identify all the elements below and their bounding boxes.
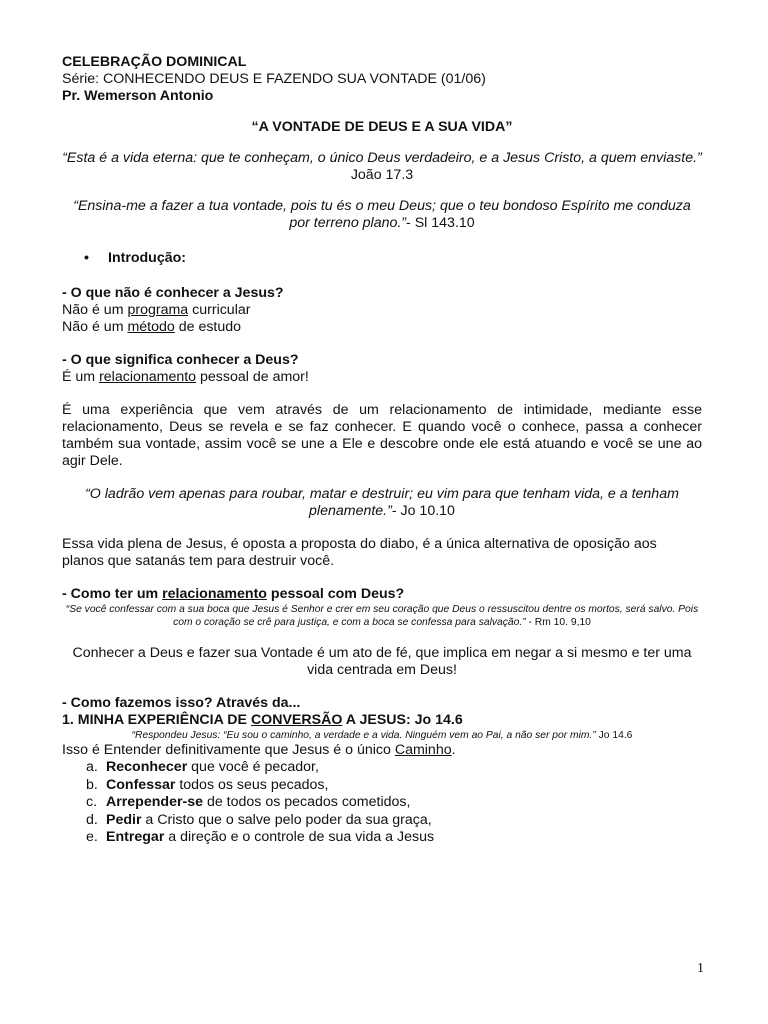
section1-line2 bbox=[62, 319, 702, 336]
series-line: Série: CONHECENDO DEUS E FAZENDO SUA VONTADE (01/06) bbox=[62, 71, 486, 87]
section4-line-underlined: Caminho bbox=[394, 742, 452, 758]
section2-line bbox=[62, 369, 702, 386]
document-title: CELEBRAÇÃO DOMINICAL bbox=[62, 54, 247, 70]
section2-quote bbox=[62, 486, 702, 520]
list-item bbox=[62, 777, 702, 795]
section3-heading-pre: - Como ter um bbox=[62, 586, 163, 602]
section1-heading: - O que não é conhecer a Jesus? bbox=[62, 285, 284, 301]
list-item-keyword: Reconhecer bbox=[106, 759, 188, 775]
section1-line1-pre: Não é um bbox=[62, 302, 128, 318]
list-marker: b. bbox=[86, 776, 98, 793]
list-item-keyword: Pedir bbox=[106, 811, 142, 828]
section2-quote-ref: - Jo 10.10 bbox=[391, 503, 455, 519]
epigraph-john-text: “Esta é a vida eterna: que te conheçam, o único Deus verdadeiro, e a Jesus Cristo, a quem enviaste.” bbox=[62, 150, 702, 166]
epigraph-psalm bbox=[62, 198, 702, 232]
section4-heading: - Como fazemos isso? Através da... bbox=[62, 695, 301, 711]
list-marker: c. bbox=[86, 794, 98, 810]
point-heading bbox=[62, 712, 702, 729]
section4-quote bbox=[62, 729, 702, 742]
list-item bbox=[62, 812, 702, 830]
section4-quote-ref: Jo 14.6 bbox=[595, 730, 633, 741]
section3-quote-ref: - Rm 10. 9,10 bbox=[525, 617, 591, 628]
list-item-text: de todos os pecados cometidos, bbox=[203, 794, 411, 810]
document-page bbox=[62, 54, 702, 847]
section3-quote-text: “Se você confessar com a sua boca que Jesus é Senhor e crer em seu coração que Deus o ressuscitou dentre os mortos, será salvo. Pois com o coração se crê para justiça, e com a boca se confessa para salvação.” bbox=[65, 604, 699, 628]
sermon-title: “A VONTADE DE DEUS E A SUA VIDA” bbox=[251, 119, 513, 135]
list-item-text: a direção e o controle de sua vida a Jesus bbox=[164, 829, 435, 845]
list-item-keyword: Entregar bbox=[106, 829, 165, 845]
page-number: 1 bbox=[697, 961, 704, 976]
list-item bbox=[62, 829, 702, 847]
epigraph-psalm-ref: - Sl 143.10 bbox=[406, 215, 475, 231]
point-heading-pre: 1. MINHA EXPERIÊNCIA DE bbox=[62, 712, 251, 728]
section3-statement: Conhecer a Deus e fazer sua Vontade é um ato de fé, que implica em negar a si mesmo e ter uma vida centrada em Deus! bbox=[72, 645, 692, 678]
section2-paragraph: É uma experiência que vem através de um relacionamento de intimidade, mediante esse relacionamento, Deus se revela e se faz conhecer. E quando você o conhece, passa a conhecer também sua vontade, assim você se une a Ele e descobre onde ele está atuando e você se une ao agir Dele. bbox=[62, 402, 702, 469]
bullet-marker: • bbox=[84, 250, 89, 266]
intro-item bbox=[62, 250, 702, 267]
epigraph-john-ref: João 17.3 bbox=[350, 167, 414, 183]
section1-line1-post: curricular bbox=[188, 302, 251, 318]
list-marker: a. bbox=[86, 759, 98, 775]
point-heading-underlined: CONVERSÃO bbox=[250, 712, 343, 728]
section2-heading: - O que significa conhecer a Deus? bbox=[62, 352, 299, 368]
section1-line1 bbox=[62, 302, 702, 319]
pastor-name: Pr. Wemerson Antonio bbox=[62, 88, 214, 104]
section1-line2-pre: Não é um bbox=[62, 319, 128, 335]
list-item-text: a Cristo que o salve pelo poder da sua graça, bbox=[141, 811, 432, 828]
epigraph-psalm-text: “Ensina-me a fazer a tua vontade, pois tu és o meu Deus; que o teu bondoso Espírito me conduza por terreno plano.” bbox=[73, 198, 691, 231]
list-item-text: que você é pecador, bbox=[187, 759, 319, 775]
steps-list bbox=[62, 759, 702, 847]
list-marker: e. bbox=[86, 829, 98, 845]
list-item-keyword: Confessar bbox=[106, 776, 176, 793]
section3-heading bbox=[62, 586, 702, 603]
intro-label: Introdução: bbox=[108, 250, 187, 266]
list-item bbox=[62, 759, 702, 777]
section4-line-pre: Isso é Entender definitivamente que Jesus é o único bbox=[62, 742, 395, 758]
section4-line-post: . bbox=[451, 742, 456, 758]
section1-line2-underlined: método bbox=[127, 319, 175, 335]
section2-paragraph2: Essa vida plena de Jesus, é oposta a proposta do diabo, é a única alternativa de oposição aos planos que satanás tem para destruir você. bbox=[62, 536, 657, 569]
point-heading-post: A JESUS: Jo 14.6 bbox=[342, 712, 463, 728]
section4-quote-text: “Respondeu Jesus: “Eu sou o caminho, a verdade e a vida. Ninguém vem ao Pai, a não ser por mim.” bbox=[131, 730, 596, 741]
section2-line-pre: É um bbox=[62, 369, 100, 385]
section4-line bbox=[62, 742, 702, 759]
section2-quote-text: “O ladrão vem apenas para roubar, matar e destruir; eu vim para que tenham vida, e a tenham plenamente.” bbox=[85, 486, 679, 519]
list-item-text: todos os seus pecados, bbox=[175, 776, 329, 793]
section1-line2-post: de estudo bbox=[174, 319, 242, 335]
list-item bbox=[62, 794, 702, 812]
section2-line-post: pessoal de amor! bbox=[196, 369, 309, 385]
epigraph-john bbox=[62, 150, 702, 184]
list-marker: d. bbox=[86, 811, 98, 828]
section3-heading-underlined: relacionamento bbox=[162, 586, 267, 602]
section3-heading-post: pessoal com Deus? bbox=[266, 586, 405, 602]
section2-line-underlined: relacionamento bbox=[99, 369, 197, 385]
section3-quote bbox=[62, 603, 702, 629]
list-item-keyword: Arrepender-se bbox=[106, 794, 203, 810]
section1-line1-underlined: programa bbox=[127, 302, 189, 318]
